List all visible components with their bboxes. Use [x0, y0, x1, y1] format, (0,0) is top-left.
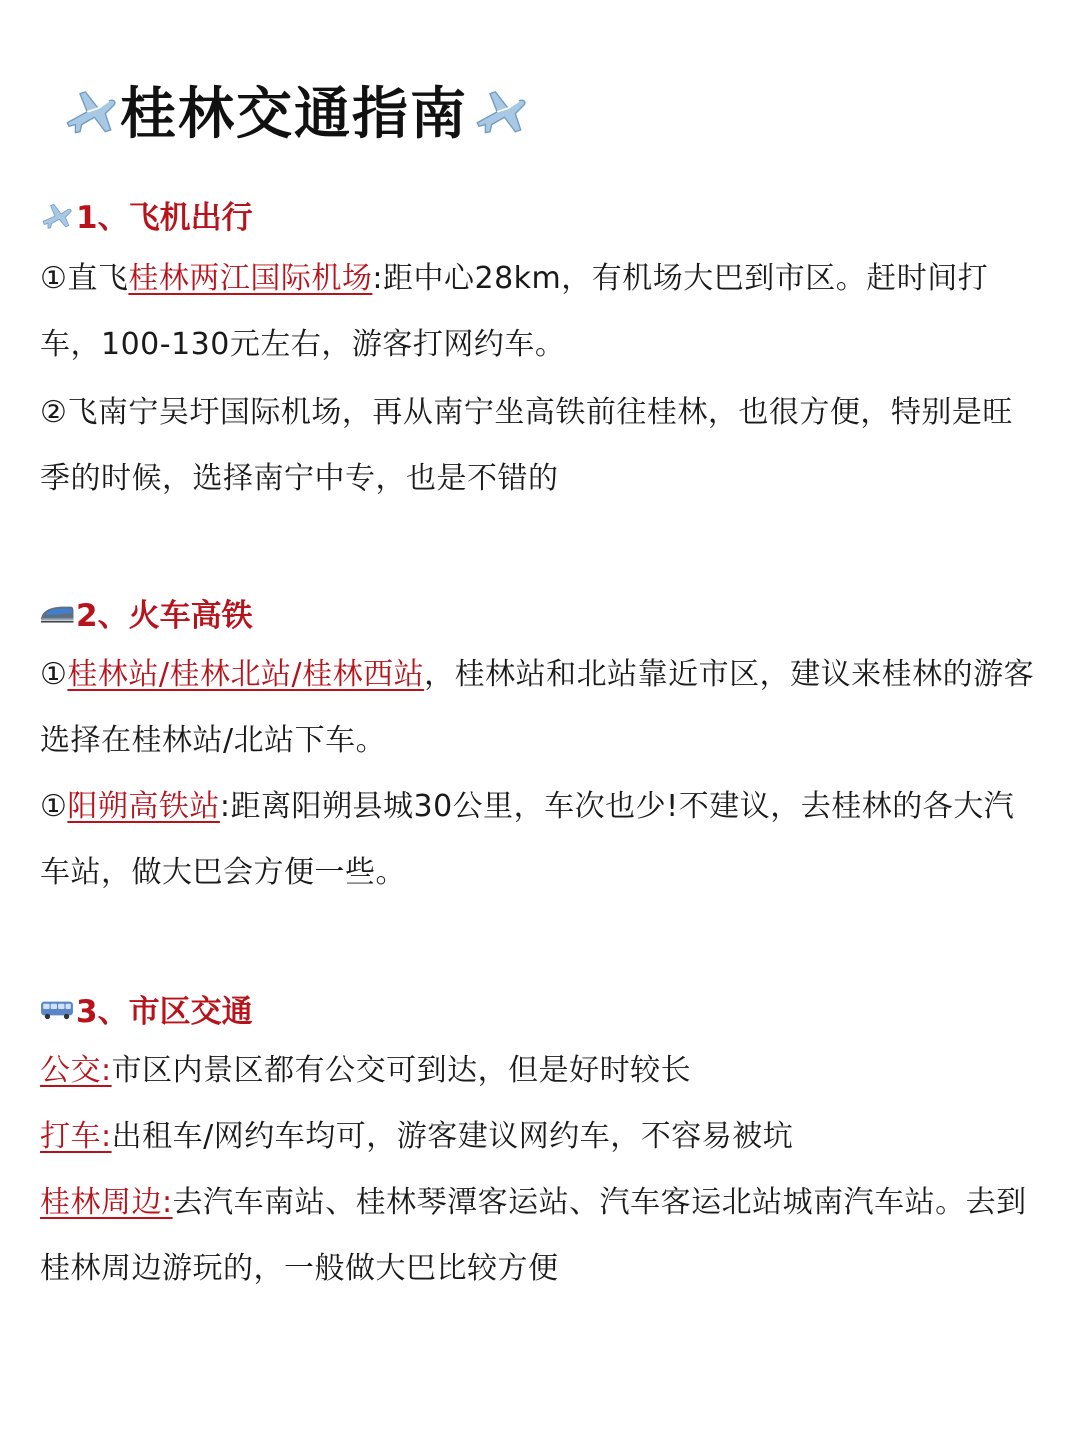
paragraph-text: 市区内景区都有公交可到达，但是好时较长 [111, 1053, 692, 1088]
paragraph [40, 642, 1040, 774]
paragraph [40, 1038, 1040, 1104]
paragraph [40, 246, 1040, 378]
paragraph-text: ，桂林站和北站靠近市区，建议来桂林的游客选择在桂林站/北站下车。 [40, 657, 1035, 758]
section-heading-text: 2、火车高铁 [76, 598, 253, 634]
section-heading-flight [40, 192, 253, 237]
paragraph-text: 去汽车南站、桂林琴潭客运站、汽车客运北站城南汽车站。去到桂林周边游玩的，一般做大巴比较方便 [40, 1185, 1027, 1286]
bullet-train-icon [40, 598, 74, 628]
section-heading-train [40, 590, 253, 635]
surroundings-link[interactable]: 桂林周边: [40, 1185, 173, 1220]
taxi-link[interactable]: 打车: [40, 1119, 112, 1154]
paragraph-text: ②飞南宁吴圩国际机场，再从南宁坐高铁前往桂林，也很方便，特别是旺季的时候，选择南宁中专，也是不错的 [40, 395, 1013, 496]
airplane-icon [60, 81, 118, 139]
stations-link[interactable]: 桂林站/桂林北站/桂林西站 [67, 657, 425, 692]
paragraph-text: :距离阳朔县城30公里，车次也少!不建议，去桂林的各大汽车站，做大巴会方便一些。 [40, 789, 1015, 890]
paragraph [40, 1170, 1040, 1302]
yangshuo-station-link[interactable]: 阳朔高铁站 [67, 789, 220, 824]
paragraph [40, 1104, 1040, 1170]
section-heading-text: 1、飞机出行 [76, 200, 253, 236]
bus-icon [40, 994, 74, 1024]
section-heading-text: 3、市区交通 [76, 994, 253, 1030]
airplane-icon [40, 200, 74, 230]
paragraph-prefix: ①直飞 [40, 261, 129, 296]
airplane-icon [470, 81, 528, 139]
paragraph-prefix: ① [40, 657, 68, 692]
paragraph-prefix: ① [40, 789, 68, 824]
page-title [58, 70, 530, 150]
airport-link[interactable]: 桂林两江国际机场 [128, 261, 373, 296]
bus-link[interactable]: 公交: [40, 1053, 112, 1088]
section-heading-city [40, 986, 253, 1031]
paragraph-text: 出租车/网约车均可，游客建议网约车，不容易被坑 [111, 1119, 794, 1154]
paragraph-text: :距中心28km，有机场大巴到市区。赶时间打车，100-130元左右，游客打网约车。 [40, 261, 989, 362]
title-text: 桂林交通指南 [120, 82, 468, 147]
paragraph [40, 774, 1040, 906]
paragraph [40, 380, 1040, 512]
